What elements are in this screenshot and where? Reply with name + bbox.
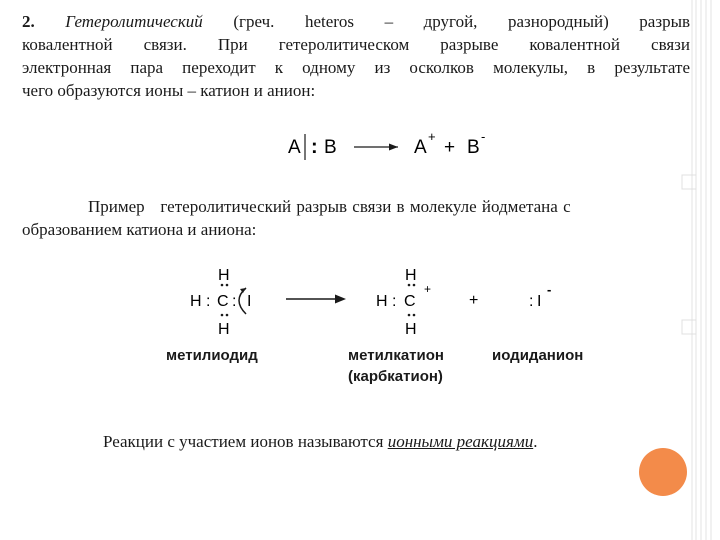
anion-b: B — [467, 137, 480, 158]
cation-h-left: H — [376, 293, 388, 310]
cation-plus-charge: + — [424, 282, 432, 296]
definition-line-1 — [22, 10, 690, 33]
example-line-2: образованием катиона и аниона: — [22, 220, 257, 239]
orange-circle-decoration — [639, 448, 687, 496]
cation-h-top: H — [405, 267, 417, 284]
cation-a: A — [414, 137, 427, 158]
label-carbocation: (карбкатион) — [348, 368, 443, 385]
label-methyl-cation: метилкатион — [348, 347, 444, 364]
example-paragraph — [22, 195, 694, 241]
definition-term: Гетеролитический — [65, 12, 203, 31]
conclusion-end: . — [533, 432, 538, 451]
arc-arrow-icon — [240, 288, 246, 293]
cation-h-bottom: H — [405, 321, 417, 338]
products-plus-sign: + — [469, 292, 479, 309]
reactant-sep-left: : — [206, 293, 211, 310]
cation-c: C — [404, 293, 416, 310]
definition-line-2: ковалентной связи. При гетеролитическом разрыве ковалентной связи — [22, 35, 690, 54]
anion-sep: : — [529, 293, 534, 310]
plus-sign: + — [444, 137, 456, 158]
atom-b: B — [324, 137, 337, 158]
definition-line-3: электронная пара переходит к одному из осколков молекулы, в результате — [22, 58, 690, 77]
reaction-arrow-head-icon — [335, 295, 346, 304]
cation-sep: : — [392, 293, 397, 310]
reactant-i: I — [247, 293, 252, 310]
label-methyl-iodide: метилиодид — [166, 347, 258, 364]
atom-a: A — [288, 137, 301, 158]
general-scheme — [286, 128, 506, 164]
reactant-h-left: H — [190, 293, 202, 310]
reactant-h-bottom: H — [218, 321, 230, 338]
conclusion-text: Реакции с участием ионов называются — [103, 432, 388, 451]
anion-charge: - — [481, 129, 486, 144]
anion-minus-charge: - — [547, 282, 552, 297]
arrow-head-icon — [389, 144, 398, 151]
reactant-sep-right: : — [232, 293, 237, 310]
definition-paragraph — [22, 10, 690, 102]
electron-pair: : — [311, 136, 318, 158]
reactant-h-top: H — [218, 267, 230, 284]
paragraph-number: 2. — [22, 12, 35, 31]
anion-i: I — [537, 293, 542, 310]
reactant-c: C — [217, 293, 229, 310]
example-line-1: Пример гетеролитический разрыв связи в молекуле йодметана с — [88, 197, 571, 216]
definition-line-4: чего образуются ионы – катион и анион: — [22, 81, 316, 100]
label-iodide-anion: иодиданион — [492, 347, 584, 364]
cation-charge: + — [428, 129, 436, 144]
ionic-reactions-term: ионными реакциями — [387, 432, 534, 451]
conclusion-paragraph — [103, 430, 663, 453]
reaction-diagram — [180, 260, 560, 340]
definition-text: (греч. heteros – другой, разнородный) разрыв — [233, 12, 691, 31]
